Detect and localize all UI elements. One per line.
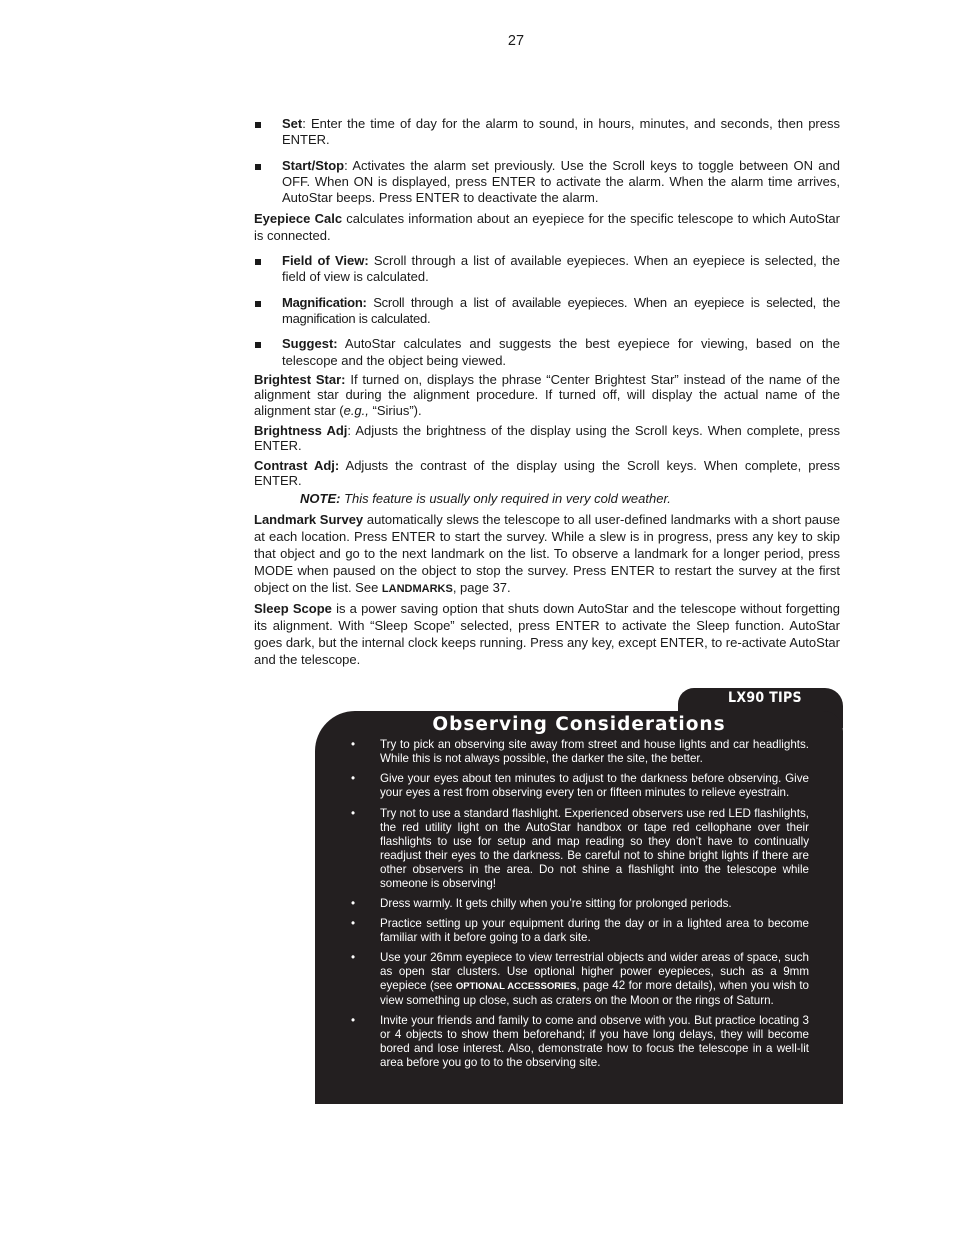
- contrast-adj-label: Contrast Adj:: [254, 457, 340, 473]
- bullet-suggest: [254, 336, 840, 369]
- square-bullet-icon: [255, 259, 261, 265]
- tip-text: Try not to use a standard flashlight. Experienced observers use red LED flashlights, the red utility light on the AutoStar handbox or tape red cellophane over their flashlights to use for setup and map reading so they don’t have to continually readjust their eyes to the darkness. Be careful not to shine bright lights if there are other observers in the area. Do not shine a flashlight into the telescope while someone is observing!: [380, 807, 809, 890]
- tip-text: Use your 26mm eyepiece to view terrestrial objects and wider areas of space, such as open star clusters. Use optional higher power eyepieces, such as a 9mm eyepiece (see: [380, 951, 809, 992]
- bullet-dot-icon: •: [351, 772, 356, 785]
- landmark-survey-tail: , page 37.: [452, 579, 511, 595]
- brightest-star-paragraph: [254, 372, 840, 419]
- sleep-scope-paragraph: [254, 601, 840, 668]
- fov-text: Scroll through a list of available eyepieces. When an eyepiece is selected, the field of view is calculated.: [282, 253, 840, 285]
- bullet-dot-icon: •: [351, 807, 356, 820]
- main-content: [254, 116, 840, 668]
- tip-text: Try to pick an observing site away from street and house lights and car headlights. While this is not always possible, the darker the site, the better.: [380, 738, 809, 765]
- bullet-dot-icon: •: [351, 738, 356, 751]
- tip-text: Practice setting up your equipment during the day or in a lighted area to become familiar with it before going to a dark site.: [380, 917, 809, 944]
- start-stop-text: : Activates the alarm set previously. Use the Scroll keys to toggle between ON and OFF. When ON is displayed, press ENTER to activate the alarm. When the alarm time arrives, AutoStar beeps. Press ENTER to deactivate the alarm.: [282, 157, 840, 206]
- set-text: : Enter the time of day for the alarm to sound, in hours, minutes, and seconds, then press ENTER.: [282, 116, 840, 148]
- start-stop-paragraph: [282, 158, 840, 207]
- square-bullet-icon: [255, 342, 261, 348]
- start-stop-label: Start/Stop: [282, 157, 345, 173]
- tip-item: [350, 1014, 809, 1070]
- note-label: NOTE:: [300, 491, 341, 507]
- suggest-paragraph: [282, 336, 840, 369]
- brightest-star-tail: “Sirius”).: [368, 403, 422, 419]
- bullet-magnification: [254, 295, 840, 328]
- tip-text: Invite your friends and family to come and observe with you. But practice locating 3 or 4 objects to show them beforehand; if you have long delays, they will become bored and lose interest. Also, demonstrate how to focus the telescope in a well-lit area before you go to to the observing site.: [380, 1014, 809, 1069]
- brightness-adj-paragraph: [254, 423, 840, 454]
- fov-label: Field of View:: [282, 253, 369, 269]
- contrast-adj-paragraph: [254, 458, 840, 489]
- tips-list: [350, 738, 809, 1076]
- suggest-text: AutoStar calculates and suggests the best eyepiece for viewing, based on the telescope and the object being viewed.: [282, 336, 840, 368]
- landmarks-ref: LANDMARKS: [381, 582, 453, 595]
- bullet-dot-icon: •: [351, 951, 356, 964]
- landmark-survey-paragraph: [254, 512, 840, 597]
- fov-paragraph: [282, 253, 840, 286]
- mag-text: Scroll through a list of available eyepieces. When an eyepiece is selected, the magnification is calculated.: [282, 294, 840, 326]
- page-number: 27: [507, 33, 525, 49]
- mag-label: Magnification:: [282, 294, 367, 310]
- brightness-adj-text: : Adjusts the brightness of the display using the Scroll keys. When complete, press ENTER.: [254, 422, 840, 454]
- tip-text: Give your eyes about ten minutes to adjust to the darkness before observing. Give your eyes a rest from observing every ten or fifteen minutes to relieve eyestrain.: [380, 772, 809, 799]
- note-text: This feature is usually only required in very cold weather.: [340, 491, 671, 507]
- square-bullet-icon: [255, 301, 261, 307]
- tip-text-tail: , page 42 for more details), when you wish to view something up close, such as craters on the Moon or the rings of Saturn.: [380, 979, 809, 1007]
- tips-title: Observing Considerations: [432, 714, 726, 735]
- tip-item: [350, 917, 809, 945]
- eyepiece-calc-paragraph: [254, 211, 840, 244]
- brightest-star-label: Brightest Star:: [254, 371, 346, 387]
- optional-accessories-ref: OPTIONAL ACCESSORIES: [455, 981, 577, 992]
- brightness-adj-label: Brightness Adj: [254, 422, 348, 438]
- set-paragraph: [282, 116, 840, 149]
- bullet-dot-icon: •: [351, 917, 356, 930]
- eyepiece-calc-label: Eyepiece Calc: [254, 211, 343, 227]
- bullet-dot-icon: •: [351, 897, 356, 910]
- note-paragraph: [254, 491, 840, 507]
- brightest-star-text: If turned on, displays the phrase “Center Brightest Star” instead of the name of the alignment star during the alignment procedure. If turned off, will display the actual name of the alignment star (: [254, 371, 840, 419]
- eyepiece-calc-text: calculates information about an eyepiece for the specific telescope to which AutoStar is connected.: [254, 211, 840, 243]
- tip-item: [350, 897, 809, 911]
- mag-paragraph: [282, 295, 840, 328]
- bullet-start-stop: [254, 158, 840, 207]
- tip-text: Dress warmly. It gets chilly when you’re sitting for prolonged periods.: [380, 897, 732, 910]
- square-bullet-icon: [255, 164, 261, 170]
- tips-tab-label: LX90 TIPS: [728, 690, 802, 706]
- square-bullet-icon: [255, 122, 261, 128]
- landmark-survey-label: Landmark Survey: [254, 512, 364, 528]
- tip-item: [350, 807, 809, 891]
- contrast-adj-text: Adjusts the contrast of the display using the Scroll keys. When complete, press ENTER.: [254, 457, 840, 489]
- eg-text: e.g.,: [343, 403, 369, 419]
- tip-item: [350, 772, 809, 800]
- bullet-field-of-view: [254, 253, 840, 286]
- bullet-set: [254, 116, 840, 149]
- suggest-label: Suggest:: [282, 336, 338, 352]
- tip-item: [350, 738, 809, 766]
- landmark-survey-text: automatically slews the telescope to all user-defined landmarks with a short pause at each location. Press ENTER to start the survey. While a slew is in progress, press any key to skip that object and go to the next landmark on the list. To observe a landmark for a longer period, press MODE when paused on the object to stop the survey. Press ENTER to restart the survey at the first object on the list. See: [254, 512, 840, 595]
- bullet-dot-icon: •: [351, 1014, 356, 1027]
- sleep-scope-text: is a power saving option that shuts down AutoStar and the telescope without forgetting its alignment. With “Sleep Scope” selected, press ENTER to activate the Sleep function. AutoStar goes dark, but the internal clock keeps running. Press any key, except ENTER, to re-activate AutoStar and the telescope.: [254, 601, 841, 667]
- set-label: Set: [282, 116, 303, 131]
- tip-item: [350, 951, 809, 1008]
- sleep-scope-label: Sleep Scope: [254, 601, 332, 617]
